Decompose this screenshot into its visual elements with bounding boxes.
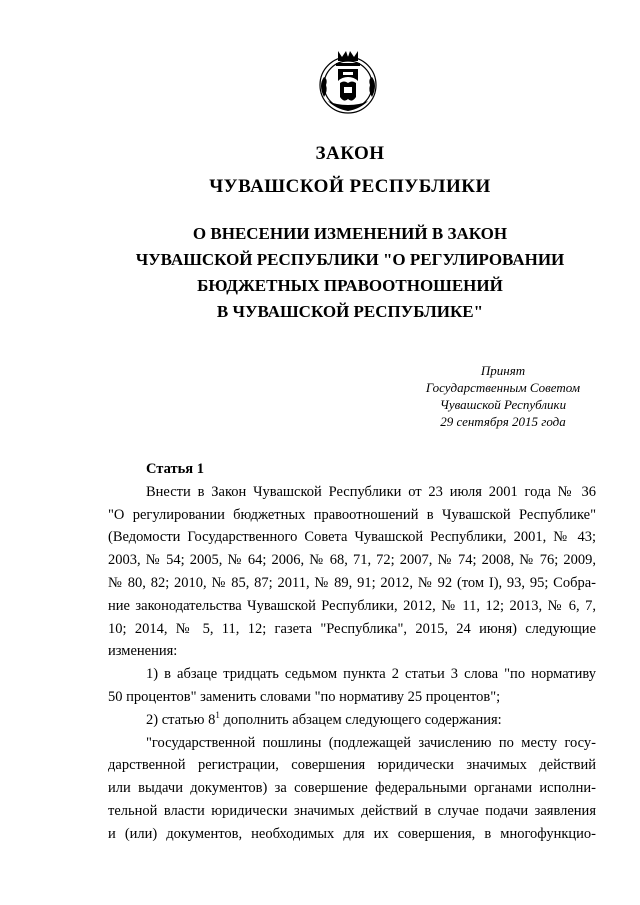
adoption-line-3: Чувашской Республики xyxy=(439,397,567,412)
body-line: 2003, № 54; 2005, № 64; 2006, № 68, 71, 72; 2007, № 74; 2008, № 76; 2009, xyxy=(108,552,596,569)
body-line: (Ведомости Государственного Совета Чувашской Республики, 2001, № 43; xyxy=(108,529,596,546)
adoption-block xyxy=(400,362,606,430)
quote-line: и (или) документов, необходимых для их совершения, в многофункцио- xyxy=(108,825,596,842)
quote-line: или выдачи документов) за совершение федеральными органами исполни- xyxy=(108,780,596,797)
quote-line: "государственной пошлины (подлежащей зачислению по месту госу- xyxy=(146,734,596,751)
quote-line: тельной власти юридически значимых действий в случае подачи заявления xyxy=(108,802,596,819)
item-1-line: 1) в абзаце тридцать седьмом пункта 2 статьи 3 слова "по нормативу xyxy=(146,666,596,683)
body-line: "О регулировании бюджетных правоотношений в Чувашской Республике" xyxy=(108,506,596,523)
body-line: ние законодательства Чувашской Республики, 2012, № 11, 12; 2013, № 6, 7, xyxy=(108,597,596,614)
item-2-suffix: дополнить абзацем следующего содержания: xyxy=(219,711,502,728)
item-2-prefix: 2) статью 8 xyxy=(146,711,216,728)
republic-title: ЧУВАШСКОЙ РЕСПУБЛИКИ xyxy=(209,176,491,197)
body-line: 10; 2014, № 5, 11, 12; газета "Республика", 2015, 24 июня) следующие xyxy=(108,620,596,637)
article-body xyxy=(108,458,596,846)
law-subtitle-line-2: ЧУВАШСКОЙ РЕСПУБЛИКИ "О РЕГУЛИРОВАНИИ xyxy=(135,250,565,269)
body-line: Внести в Закон Чувашской Республики от 23 июля 2001 года № 36 xyxy=(146,483,596,500)
adoption-line-1: Принят xyxy=(480,363,526,378)
item-1-line: 50 процентов" заменить словами "по нормативу 25 процентов"; xyxy=(108,688,501,705)
law-subtitle-line-1: О ВНЕСЕНИИ ИЗМЕНЕНИЙ В ЗАКОН xyxy=(192,224,508,243)
body-line: № 80, 82; 2010, № 85, 87; 2011, № 89, 91; 2012, № 92 (том I), 93, 95; Собра- xyxy=(108,574,596,591)
document-type-title: ЗАКОН xyxy=(315,143,385,164)
coat-of-arms-emblem xyxy=(314,47,382,119)
adoption-line-2: Государственным Советом xyxy=(425,380,581,395)
law-subtitle-line-3: БЮДЖЕТНЫХ ПРАВООТНОШЕНИЙ xyxy=(197,276,503,295)
item-2-line xyxy=(108,709,596,732)
article-heading: Статья 1 xyxy=(146,461,204,477)
body-line: изменения: xyxy=(108,643,178,660)
quote-line: дарственной регистрации, совершения юридически значимых действий xyxy=(108,757,596,774)
adoption-date: 29 сентября 2015 года xyxy=(440,414,566,429)
item-2-superscript: 1 xyxy=(215,709,220,720)
law-subtitle-line-4: В ЧУВАШСКОЙ РЕСПУБЛИКЕ" xyxy=(216,302,484,321)
